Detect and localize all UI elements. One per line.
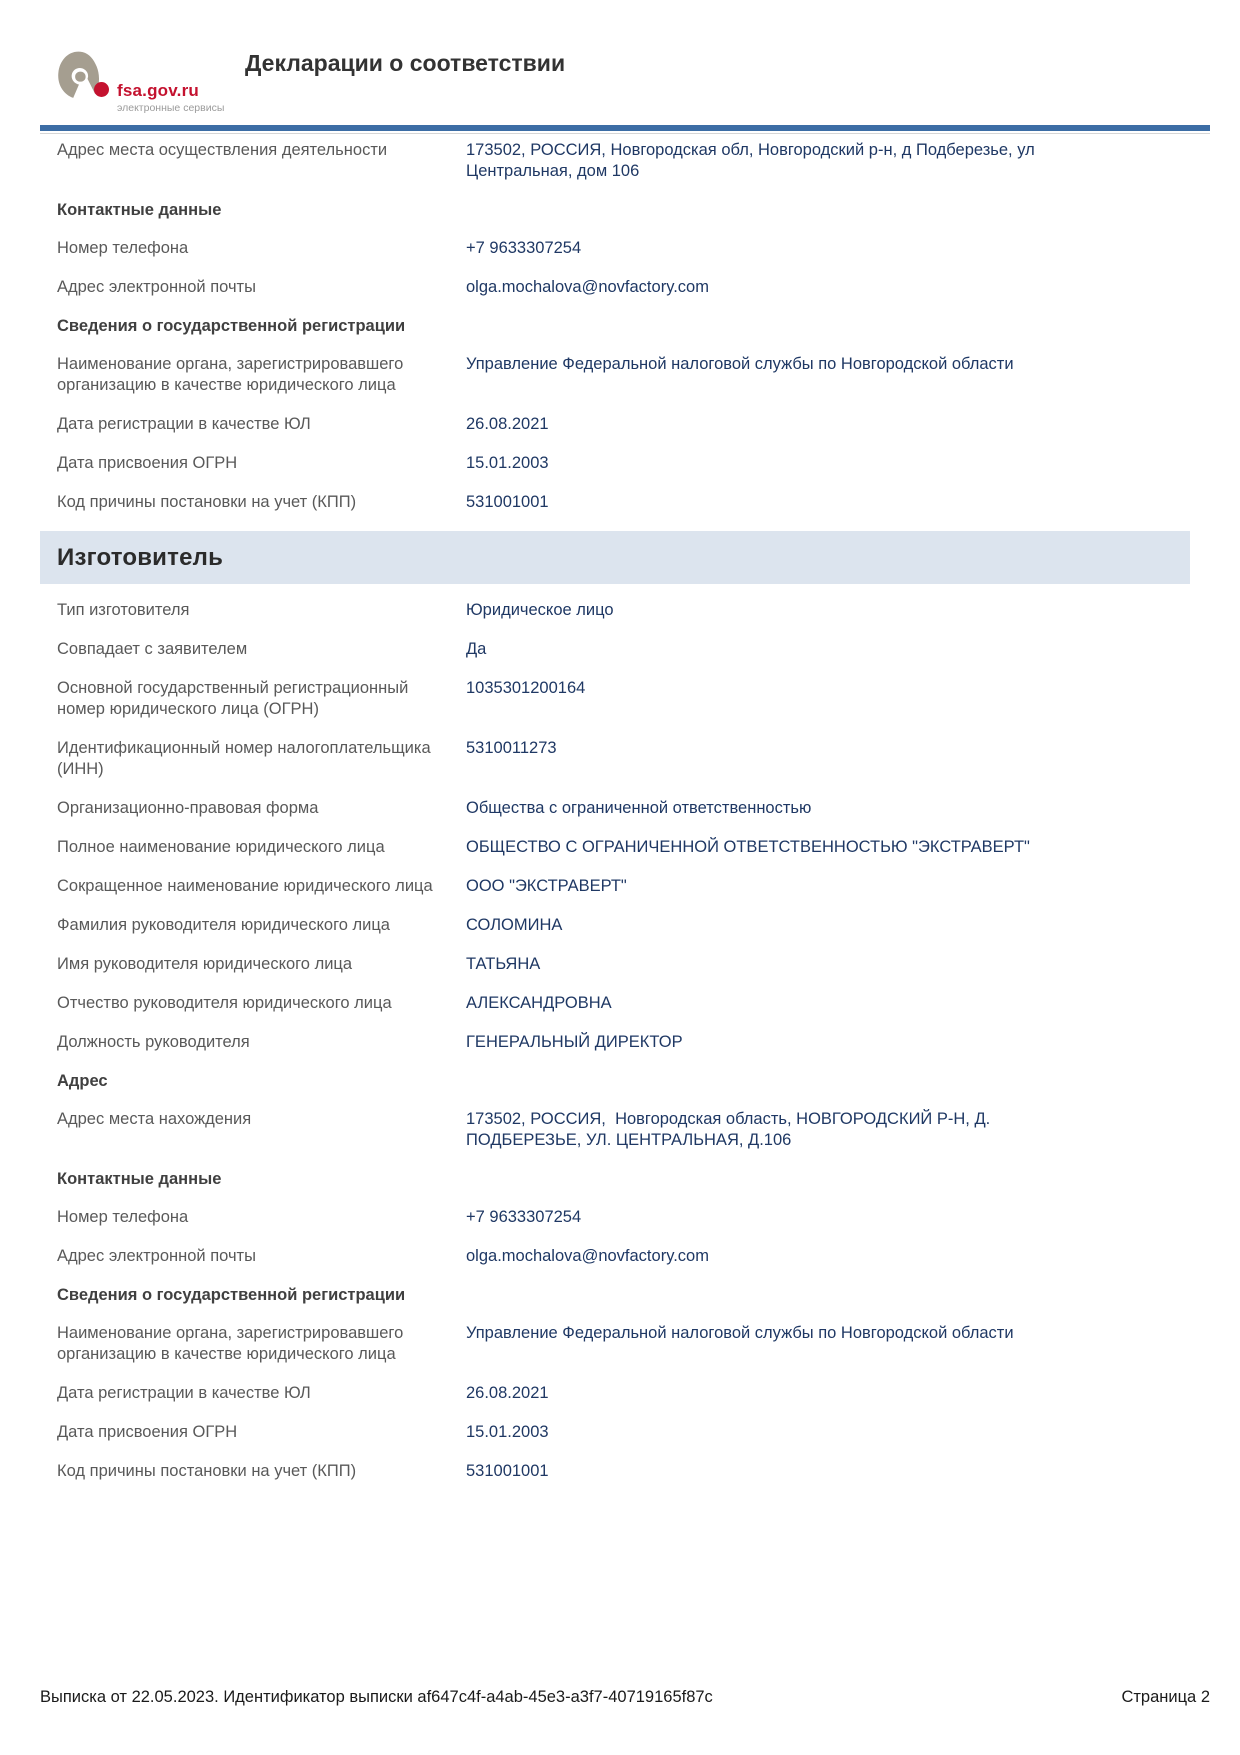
fsa-shield-a-icon	[57, 50, 99, 100]
subheader-label: Контактные данные	[57, 1170, 222, 1188]
logo-red-dot-icon	[94, 82, 109, 97]
field-row	[0, 492, 1240, 513]
field-label: Дата регистрации в качестве ЮЛ	[57, 415, 311, 433]
field-value: Юридическое лицо	[466, 601, 614, 619]
field-value: +7 9633307254	[466, 1208, 582, 1226]
field-value: 5310011273	[466, 739, 557, 757]
field-value: Да	[466, 640, 487, 658]
field-value: 15.01.2003	[466, 1423, 549, 1441]
field-value: ООО "ЭКСТРАВЕРТ"	[466, 877, 627, 895]
field-value: 173502, РОССИЯ, Новгородская обл, Новгородский р-н, д Подберезье, ул Центральная, дом 106	[466, 141, 1040, 180]
field-row	[0, 954, 1240, 975]
field-value: 1035301200164	[466, 679, 586, 697]
subheader-label: Сведения о государственной регистрации	[57, 317, 406, 335]
page-title: Декларации о соответствии	[245, 50, 566, 76]
field-label: Дата присвоения ОГРН	[57, 1423, 238, 1441]
field-value: ТАТЬЯНА	[466, 955, 541, 973]
subheader-label: Адрес	[57, 1072, 108, 1090]
field-label: Совпадает с заявителем	[57, 640, 248, 658]
field-value: 173502, РОССИЯ, Новгородская область, НОВГОРОДСКИЙ Р-Н, Д. ПОДБЕРЕЗЬЕ, УЛ. ЦЕНТРАЛЬНАЯ, Д.106	[466, 1110, 995, 1149]
field-value: 26.08.2021	[466, 415, 549, 433]
field-row	[0, 993, 1240, 1014]
field-row	[0, 1323, 1240, 1365]
field-row	[0, 678, 1240, 720]
field-label: Идентификационный номер налогоплательщика (ИНН)	[57, 739, 431, 778]
field-row	[0, 1032, 1240, 1053]
field-label: Дата присвоения ОГРН	[57, 454, 238, 472]
field-value: АЛЕКСАНДРОВНА	[466, 994, 612, 1012]
field-label: Номер телефона	[57, 1208, 189, 1226]
field-row	[0, 414, 1240, 435]
section-band-manufacturer	[40, 531, 1190, 584]
field-label: Фамилия руководителя юридического лица	[57, 916, 390, 934]
field-label: Код причины постановки на учет (КПП)	[57, 1462, 357, 1480]
field-row	[0, 453, 1240, 474]
field-row	[0, 915, 1240, 936]
field-value: 26.08.2021	[466, 1384, 549, 1402]
field-label: Организационно-правовая форма	[57, 799, 319, 817]
field-value: +7 9633307254	[466, 239, 582, 257]
section-subheader-row	[0, 1071, 1240, 1092]
field-label: Наименование органа, зарегистрировавшего организацию в качестве юридического лица	[57, 1324, 404, 1363]
field-value: СОЛОМИНА	[466, 916, 563, 934]
field-row	[0, 600, 1240, 621]
field-row	[0, 837, 1240, 858]
footer-extract-info: Выписка от 22.05.2023. Идентификатор выписки af647c4f-a4ab-45e3-a3f7-40719165f87c	[40, 1688, 713, 1706]
subheader-label: Контактные данные	[57, 201, 222, 219]
section-subheader-row	[0, 1169, 1240, 1190]
field-label: Полное наименование юридического лица	[57, 838, 385, 856]
field-label: Адрес электронной почты	[57, 1247, 256, 1265]
accent-divider-line	[40, 125, 1210, 131]
page-footer	[40, 1688, 1210, 1707]
field-value: 531001001	[466, 493, 549, 511]
field-label: Отчество руководителя юридического лица	[57, 994, 392, 1012]
footer-page-number: Страница 2	[1121, 1688, 1210, 1706]
field-row	[0, 1109, 1240, 1151]
field-value: ГЕНЕРАЛЬНЫЙ ДИРЕКТОР	[466, 1033, 683, 1051]
field-row	[0, 798, 1240, 819]
applicant-details-rows	[0, 140, 1240, 513]
field-label: Имя руководителя юридического лица	[57, 955, 353, 973]
subheader-label: Сведения о государственной регистрации	[57, 1286, 406, 1304]
field-label: Основной государственный регистрационный номер юридического лица (ОГРН)	[57, 679, 409, 718]
field-row	[0, 738, 1240, 780]
field-row	[0, 1422, 1240, 1443]
field-value: olga.mochalova@novfactory.com	[466, 1247, 709, 1265]
section-subheader-row	[0, 200, 1240, 221]
field-label: Сокращенное наименование юридического лица	[57, 877, 433, 895]
field-value: olga.mochalova@novfactory.com	[466, 278, 709, 296]
field-row	[0, 639, 1240, 660]
field-value: 15.01.2003	[466, 454, 549, 472]
divider-underline	[40, 133, 1210, 134]
field-value: ОБЩЕСТВО С ОГРАНИЧЕННОЙ ОТВЕТСТВЕННОСТЬЮ "ЭКСТРАВЕРТ"	[466, 838, 1030, 856]
field-label: Адрес электронной почты	[57, 278, 256, 296]
details-table	[0, 140, 1240, 1500]
manufacturer-details-rows	[0, 600, 1240, 1482]
field-row	[0, 1461, 1240, 1482]
field-label: Адрес места нахождения	[57, 1110, 252, 1128]
field-row	[0, 238, 1240, 259]
field-label: Наименование органа, зарегистрировавшего организацию в качестве юридического лица	[57, 355, 404, 394]
logo-brand-text: fsa.gov.ru	[117, 81, 199, 100]
field-label: Адрес места осуществления деятельности	[57, 141, 388, 159]
field-row	[0, 354, 1240, 396]
field-row	[0, 1383, 1240, 1404]
field-value: Управление Федеральной налоговой службы по Новгородской области	[466, 1324, 1014, 1342]
field-label: Должность руководителя	[57, 1033, 250, 1051]
field-label: Тип изготовителя	[57, 601, 190, 619]
field-label: Номер телефона	[57, 239, 189, 257]
section-subheader-row	[0, 1285, 1240, 1306]
field-row	[0, 1207, 1240, 1228]
logo-tagline: электронные сервисы	[117, 102, 225, 114]
field-label: Дата регистрации в качестве ЮЛ	[57, 1384, 311, 1402]
field-value: 531001001	[466, 1462, 549, 1480]
section-band-title: Изготовитель	[57, 543, 224, 571]
field-row	[0, 140, 1240, 182]
field-row	[0, 277, 1240, 298]
field-label: Код причины постановки на учет (КПП)	[57, 493, 357, 511]
field-value: Общества с ограниченной ответственностью	[466, 799, 812, 817]
section-subheader-row	[0, 316, 1240, 337]
field-value: Управление Федеральной налоговой службы по Новгородской области	[466, 355, 1014, 373]
field-row	[0, 876, 1240, 897]
field-row	[0, 1246, 1240, 1267]
